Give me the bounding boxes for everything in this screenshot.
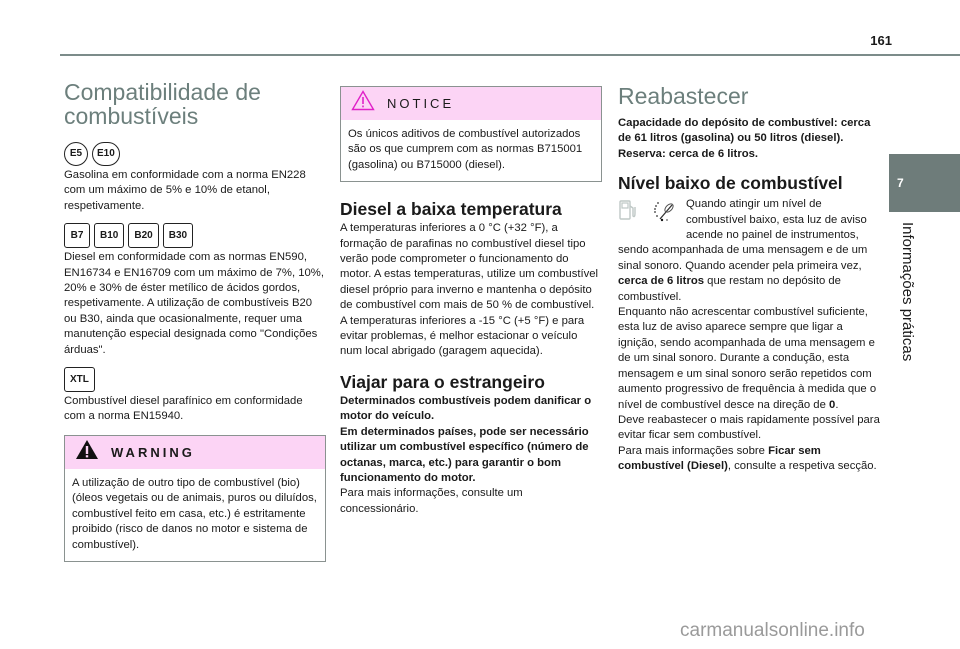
diesel-low-temp-p1: A temperaturas inferiores a 0 °C (+32 °F), a formação de parafinas no combustível diesel tipo verão pode comprometer o funcionamento do motor. A estas temperaturas, utilize um combustível diesel próprio para inverno e mantenha o depósito de combustível com mais de 50 % de combustível. bbox=[340, 222, 599, 312]
warning-box bbox=[64, 435, 326, 562]
xtl-badges bbox=[64, 367, 326, 392]
badge-b20: B20 bbox=[128, 223, 158, 248]
low-fuel-p1-text: Quando atingir um nível de combustível baixo, esta luz de aviso acende no painel de instrumentos, sendo acompanhada de uma mensagem e de um sinal sonoro. Quando acender pela primeira vez, bbox=[618, 198, 868, 272]
column-fuel-compatibility bbox=[64, 80, 326, 562]
badge-xtl: XTL bbox=[64, 367, 95, 392]
warning-header bbox=[65, 436, 325, 469]
tank-capacity: Capacidade do depósito de combustível: cerca de 61 litros (gasolina) ou 50 litros (diesel). bbox=[618, 117, 871, 145]
diesel-text: Diesel em conformidade com as normas EN590, EN16734 e EN16709 com um máximo de 7%, 10%, 20% e 30% de éster metílico de ácidos gordos, respetivamente. A utilização de combustíveis B20 ou B30, ainda que ocasionalmente, requer uma manutenção especial designada como "Condições árduas". bbox=[64, 251, 324, 356]
section-title-diesel-low-temp: Diesel a baixa temperatura bbox=[340, 199, 562, 220]
section-title-fuel-compatibility: Compatibilidade de combustíveis bbox=[64, 79, 261, 129]
notice-triangle-icon bbox=[351, 90, 375, 116]
section-title-refuelling: Reabastecer bbox=[618, 83, 749, 109]
badge-e5: E5 bbox=[64, 142, 88, 166]
section-title-travel: Viajar para o estrangeiro bbox=[340, 371, 545, 392]
warning-body: A utilização de outro tipo de combustível (bio) (óleos vegetais ou de animais, puros ou diluídos, combustível feito em casa, etc.) é estritamente proibido (risco de danos no motor e sistema de combustível). bbox=[72, 476, 317, 551]
low-fuel-p2-tail: . bbox=[835, 398, 839, 411]
low-fuel-p4 bbox=[618, 444, 880, 475]
notice-box bbox=[340, 86, 602, 182]
badge-e10: E10 bbox=[92, 142, 120, 166]
warning-triangle-icon bbox=[75, 439, 99, 465]
low-fuel-icons bbox=[618, 199, 678, 228]
low-fuel-p4-tail: , consulte a respetiva secção. bbox=[727, 460, 877, 473]
badge-b7: B7 bbox=[64, 223, 90, 248]
page-number: 161 bbox=[870, 33, 892, 48]
reserve: Reserva: cerca de 6 litros. bbox=[618, 147, 759, 160]
diesel-badges bbox=[64, 223, 326, 248]
travel-normal: Para mais informações, consulte um concessionário. bbox=[340, 487, 523, 515]
fuel-pump-icon bbox=[618, 199, 638, 228]
chapter-title: Informações práticas bbox=[899, 222, 916, 362]
diesel-low-temp-p2: A temperaturas inferiores a -15 °C (+5 °F) e para evitar problemas, é melhor estacionar o veículo num local abrigado (garagem aquecida). bbox=[340, 314, 585, 358]
low-fuel-p4-text: Para mais informações sobre bbox=[618, 444, 769, 457]
travel-bold-2: Em determinados países, pode ser necessário utilizar um combustível específico (número de octanas, marca, etc.) para garantir o bom funcionamento do motor. bbox=[340, 425, 589, 484]
header-rule bbox=[60, 54, 960, 56]
section-title-low-fuel: Nível baixo de combustível bbox=[618, 173, 843, 194]
xtl-text: Combustível diesel parafínico em conformidade com a norma EN15940. bbox=[64, 395, 303, 423]
column-refuelling bbox=[618, 84, 880, 475]
warning-label: WARNING bbox=[111, 444, 195, 460]
low-fuel-p2-bold: 0 bbox=[829, 398, 836, 411]
travel-bold-1: Determinados combustíveis podem danificar o motor do veículo. bbox=[340, 394, 592, 423]
notice-label: NOTICE bbox=[387, 95, 455, 111]
badge-b30: B30 bbox=[163, 223, 193, 248]
chapter-number: 7 bbox=[897, 176, 904, 190]
low-fuel-p3: Deve reabastecer o mais rapidamente possível para evitar ficar sem combustível. bbox=[618, 413, 880, 442]
low-fuel-p2-text: Enquanto não acrescentar combustível suficiente, esta luz de aviso aparece sempre que ligar a ignição, sendo acompanhada de uma mensagem e de um sinal sonoro. Durante a condução, esta mensagem e um sinal sonoro serão repetidos com aumento progressivo de frequência à medida que o nível de combustível desce na direção de bbox=[618, 306, 877, 411]
notice-header bbox=[341, 87, 601, 120]
petrol-text: Gasolina em conformidade com a norma EN228 com um máximo de 5% e 10% de etanol, respetivamente. bbox=[64, 169, 306, 212]
column-diesel-travel bbox=[340, 86, 602, 517]
badge-b10: B10 bbox=[94, 223, 124, 248]
notice-body: Os únicos aditivos de combustível autorizados são os que cumprem com as normas B715001 (gasolina) ou B715000 (diesel). bbox=[348, 128, 583, 171]
low-fuel-p1-bold: cerca de 6 litros bbox=[618, 275, 705, 288]
watermark: carmanualsonline.info bbox=[680, 620, 865, 641]
petrol-badges bbox=[64, 142, 326, 166]
low-fuel-p4-link[interactable]: Ficar sem combustível (Diesel) bbox=[618, 444, 821, 473]
low-fuel-p2 bbox=[618, 305, 880, 413]
chapter-tab[interactable] bbox=[889, 154, 960, 212]
low-fuel-p1-tail: que restam no depósito de combustível. bbox=[618, 275, 841, 303]
fuel-gauge-icon bbox=[652, 199, 678, 228]
